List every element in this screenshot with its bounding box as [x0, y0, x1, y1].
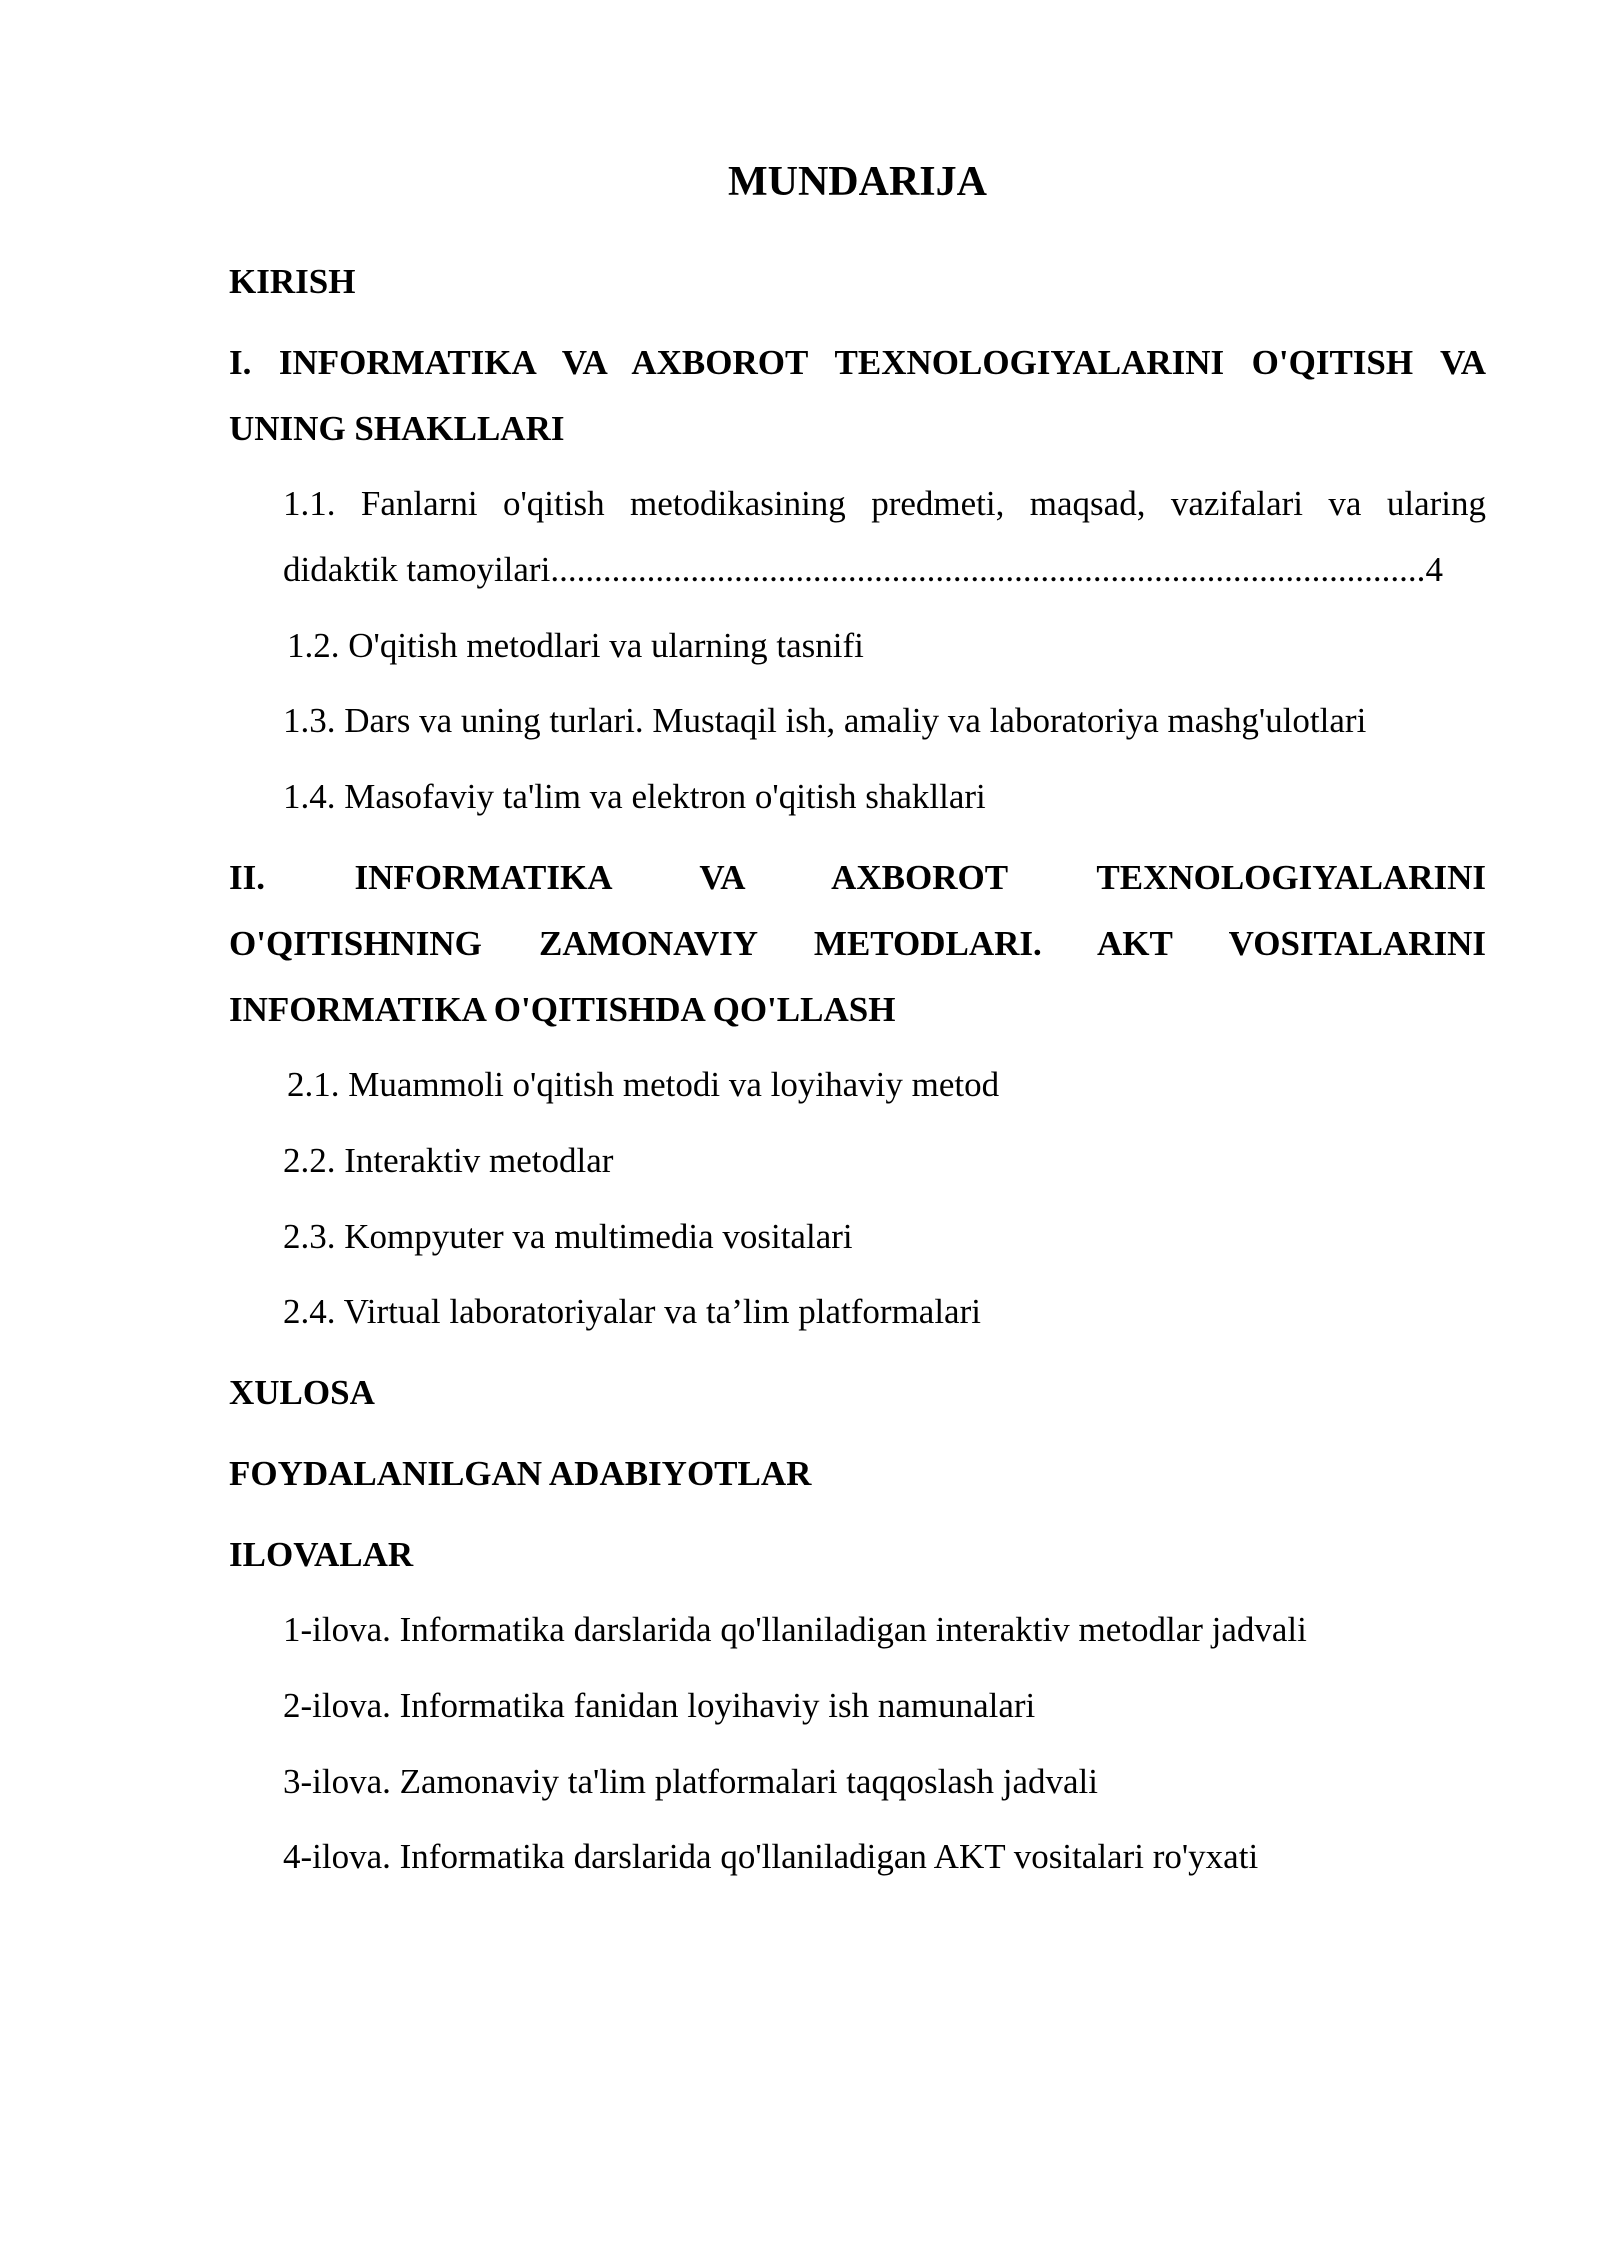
- page-title: MUNDARIJA: [728, 159, 987, 205]
- toc-appendix-4: 4-ilova. Informatika darslarida qo'llaniladigan AKT vositalari ro'yxati: [283, 1837, 1259, 1876]
- toc-section-2-2: 2.2. Interaktiv metodlar: [283, 1141, 614, 1180]
- toc-section-1-1-text: didaktik tamoyilari: [283, 550, 551, 589]
- toc-appendix-2: 2-ilova. Informatika fanidan loyihaviy ish namunalari: [283, 1686, 1036, 1725]
- toc-appendix-3: 3-ilova. Zamonaviy ta'lim platformalari taqqoslash jadvali: [283, 1762, 1098, 1801]
- toc-page-number: 4: [1425, 550, 1443, 589]
- toc-section-2-4: 2.4. Virtual laboratoriyalar va ta’lim platformalari: [283, 1292, 981, 1331]
- toc-section-1-3: 1.3. Dars va uning turlari. Mustaqil ish, amaliy va laboratoriya mashg'ulotlari: [283, 701, 1367, 740]
- toc-section-1-1-line2: [283, 537, 1443, 603]
- toc-dot-leader: [550, 537, 1425, 603]
- toc-section-2-1: 2.1. Muammoli o'qitish metodi va loyihaviy metod: [287, 1065, 1000, 1104]
- toc-chapter2-line3: INFORMATIKA O'QITISHDA QO'LLASH: [229, 990, 896, 1029]
- toc-chapter1-line2: UNING SHAKLLARI: [229, 409, 565, 448]
- toc-chapter2-line1: II. INFORMATIKA VA AXBOROT TEXNOLOGIYALARINI: [229, 858, 1486, 897]
- toc-chapter2-line2: O'QITISHNING ZAMONAVIY METODLARI. AKT VOSITALARINI: [229, 924, 1486, 963]
- toc-section-1-1-line1: 1.1. Fanlarni o'qitish metodikasining predmeti, maqsad, vazifalari va ularing: [283, 484, 1486, 523]
- toc-intro: KIRISH: [229, 262, 356, 301]
- toc-appendices-heading: ILOVALAR: [229, 1535, 414, 1574]
- toc-section-1-2: 1.2. O'qitish metodlari va ularning tasnifi: [287, 626, 864, 665]
- toc-appendix-1: 1-ilova. Informatika darslarida qo'llaniladigan interaktiv metodlar jadvali: [283, 1610, 1307, 1649]
- toc-section-2-3: 2.3. Kompyuter va multimedia vositalari: [283, 1217, 853, 1256]
- toc-conclusion: XULOSA: [229, 1373, 375, 1412]
- toc-section-1-4: 1.4. Masofaviy ta'lim va elektron o'qitish shakllari: [283, 777, 986, 816]
- toc-section-1-1: [283, 471, 1486, 603]
- toc-references: FOYDALANILGAN ADABIYOTLAR: [229, 1454, 812, 1493]
- toc-chapter1-line1: I. INFORMATIKA VA AXBOROT TEXNOLOGIYALARINI O'QITISH VA: [229, 343, 1486, 382]
